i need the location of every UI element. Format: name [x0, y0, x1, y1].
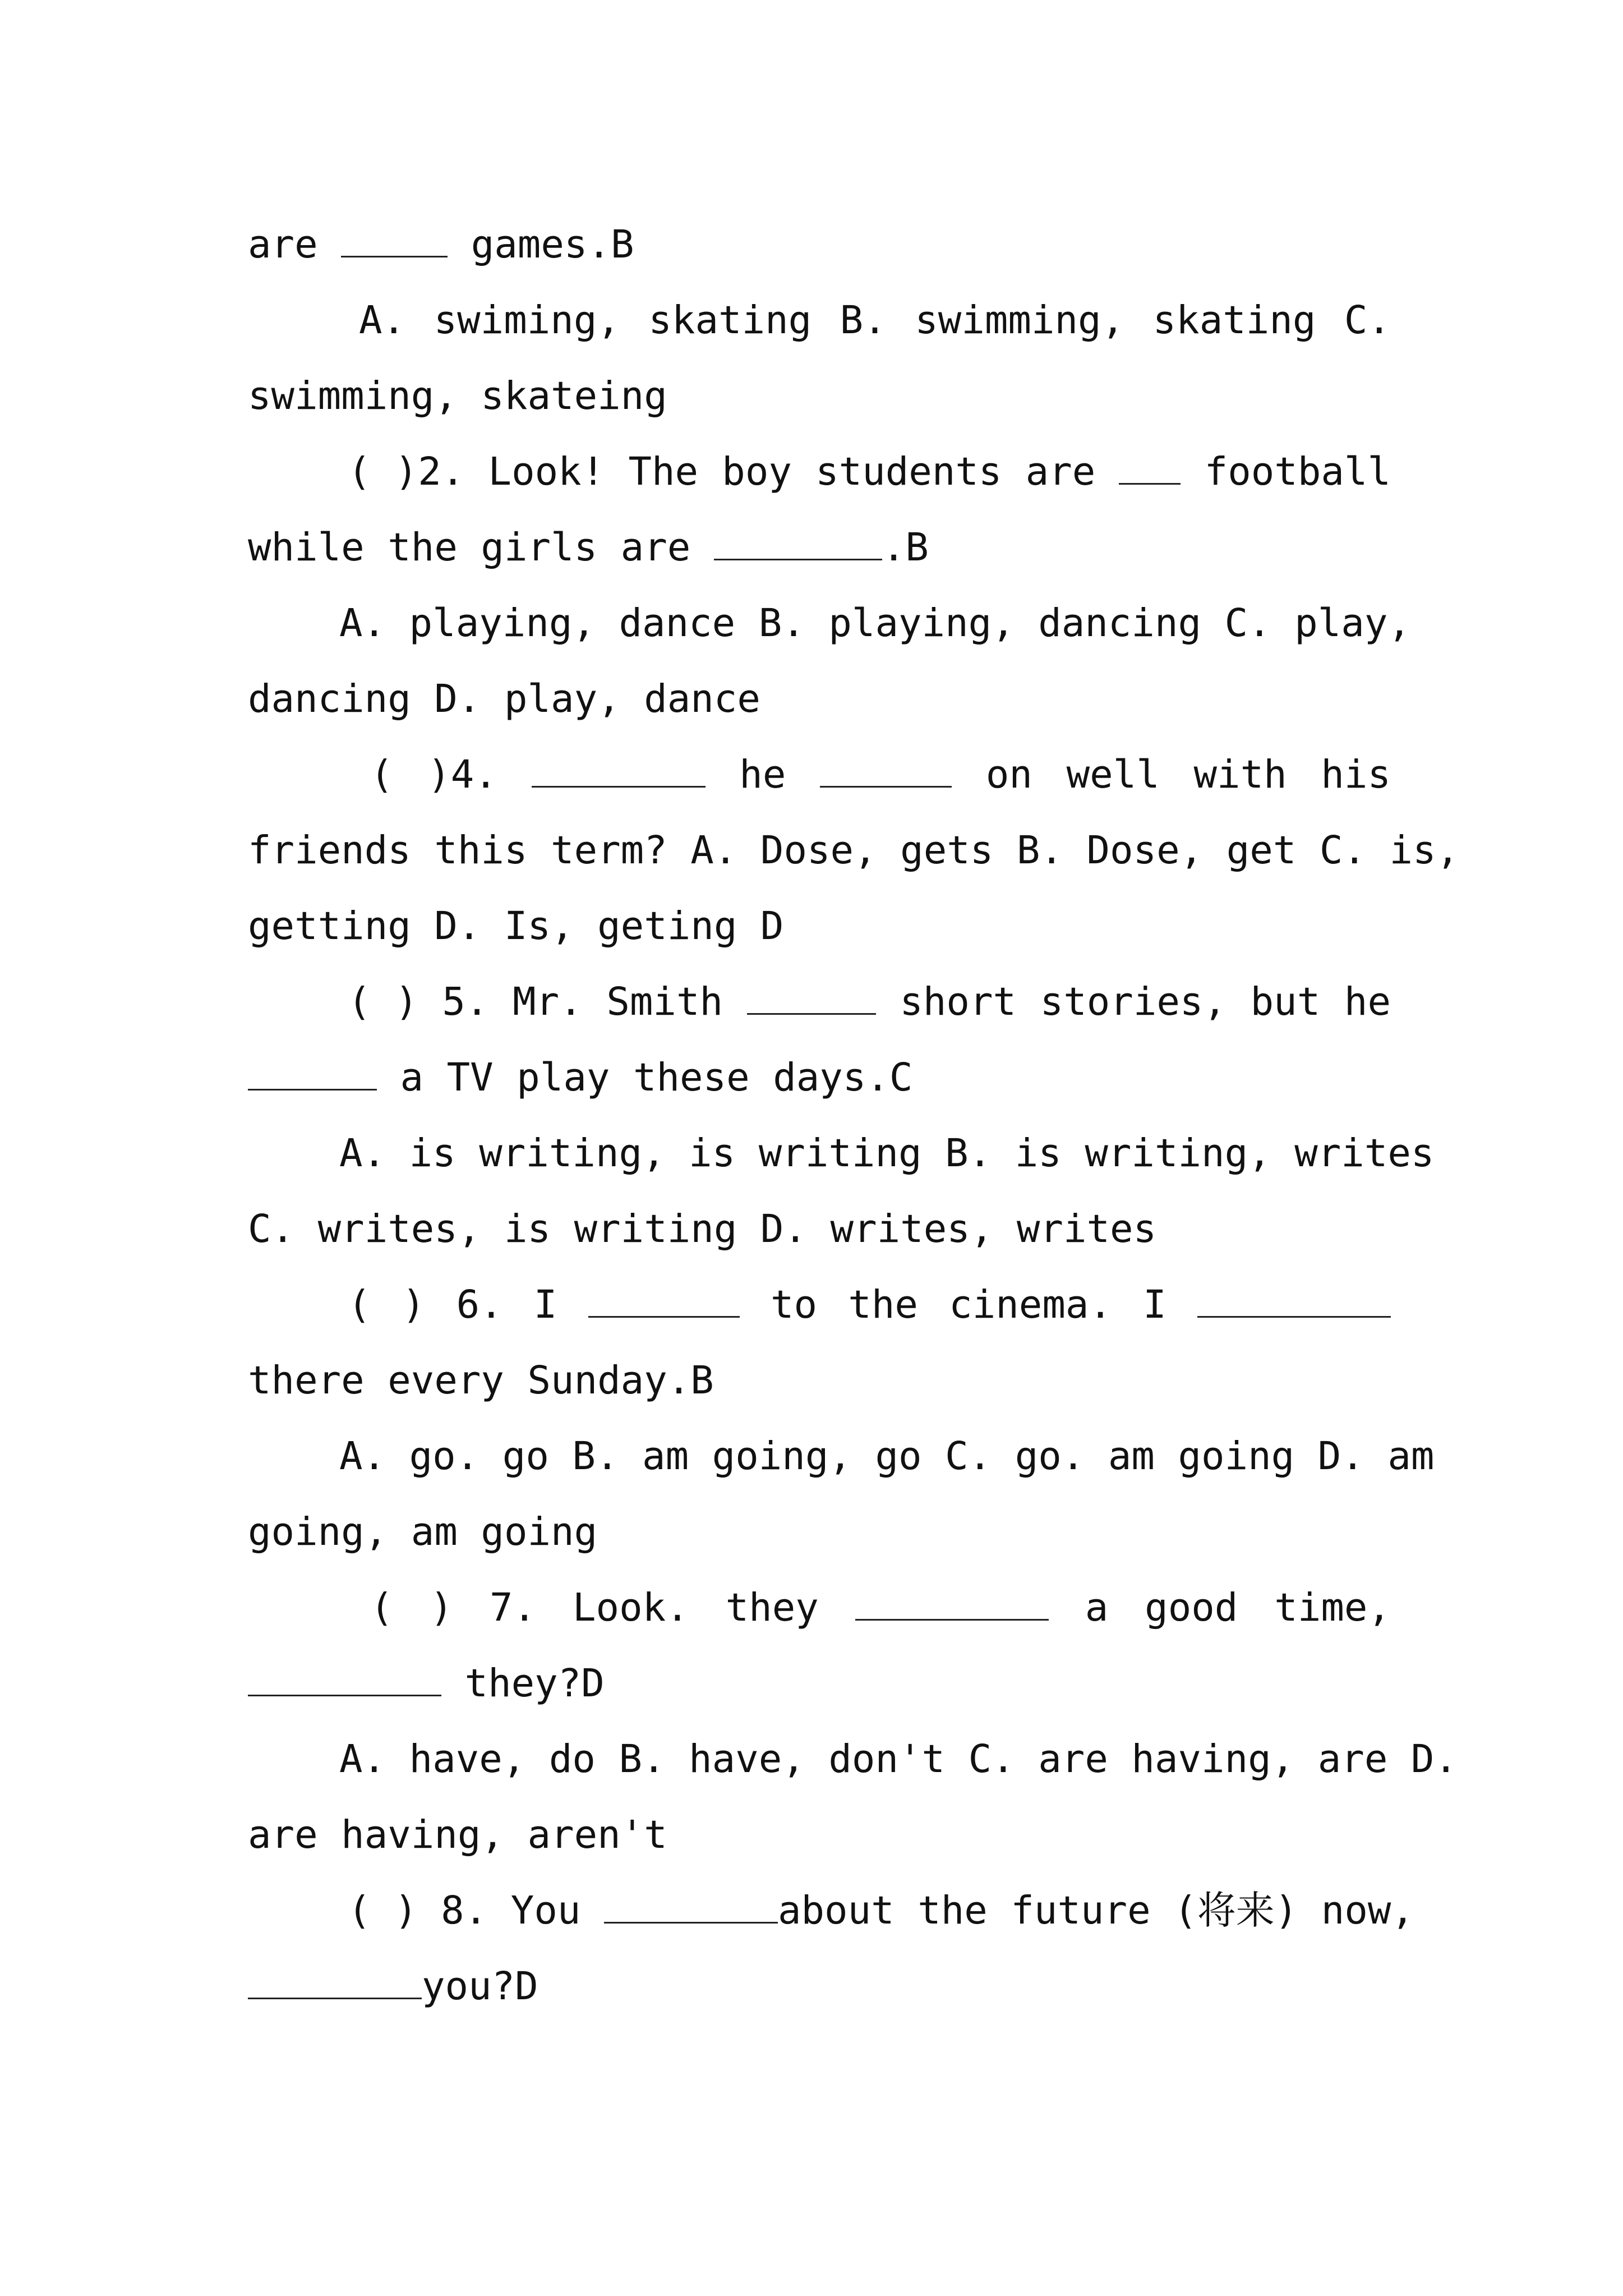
answer-blank — [820, 753, 952, 788]
question-8: ( ) 8. You about the future (将来) now, — [348, 1888, 1414, 1933]
text-line: they?D — [248, 1650, 1391, 1717]
answer-blank — [341, 223, 448, 257]
answer-blank — [1119, 450, 1181, 485]
text-line: swimming, skateing — [248, 374, 667, 418]
question-7: ( ) 7. Look. they a good time, — [370, 1585, 1391, 1630]
answer-blank — [588, 1283, 740, 1318]
answer-blank — [855, 1586, 1049, 1621]
text-line: A. playing, dance B. playing, dancing C. play, — [339, 601, 1411, 646]
text-line: are games.B — [248, 222, 634, 267]
text-line: C. writes, is writing D. writes, writes — [248, 1207, 1157, 1251]
text-line: you?D — [248, 1953, 1391, 2020]
text-line: getting D. Is, geting D — [248, 904, 784, 949]
text-line: while the girls are .B — [248, 525, 929, 570]
question-6: ( ) 6. I to the cinema. I — [348, 1271, 1391, 1338]
text-line: there every Sunday.B — [248, 1358, 714, 1403]
text-line: going, am going — [248, 1510, 598, 1554]
answer-blank — [604, 1889, 778, 1924]
text-line: a TV play these days.C — [248, 1044, 1391, 1111]
text-line: A. go. go B. am going, go C. go. am going D. am — [339, 1434, 1435, 1479]
question-5: ( ) 5. Mr. Smith short stories, but he — [348, 979, 1391, 1024]
answer-blank — [248, 1662, 441, 1696]
answer-blank — [714, 526, 882, 560]
text-line: A. have, do B. have, don't C. are having, are D. — [339, 1737, 1458, 1782]
text-line: A. swiming, skating B. swimming, skating C. — [359, 298, 1391, 343]
question-2: ( )2. Look! The boy students are football — [348, 449, 1391, 494]
answer-blank — [532, 753, 706, 788]
answer-blank — [747, 981, 876, 1015]
answer-blank — [248, 1965, 422, 1999]
answer-blank — [248, 1056, 377, 1091]
text-line: are having, aren't — [248, 1812, 667, 1857]
answer-blank — [1197, 1283, 1391, 1318]
text-line: dancing D. play, dance — [248, 677, 760, 721]
text-line: friends this term? A. Dose, gets B. Dose, get C. is, — [248, 828, 1460, 873]
text-line: A. is writing, is writing B. is writing, writes — [339, 1131, 1435, 1176]
question-4: ( )4. he on well with his — [370, 752, 1391, 797]
